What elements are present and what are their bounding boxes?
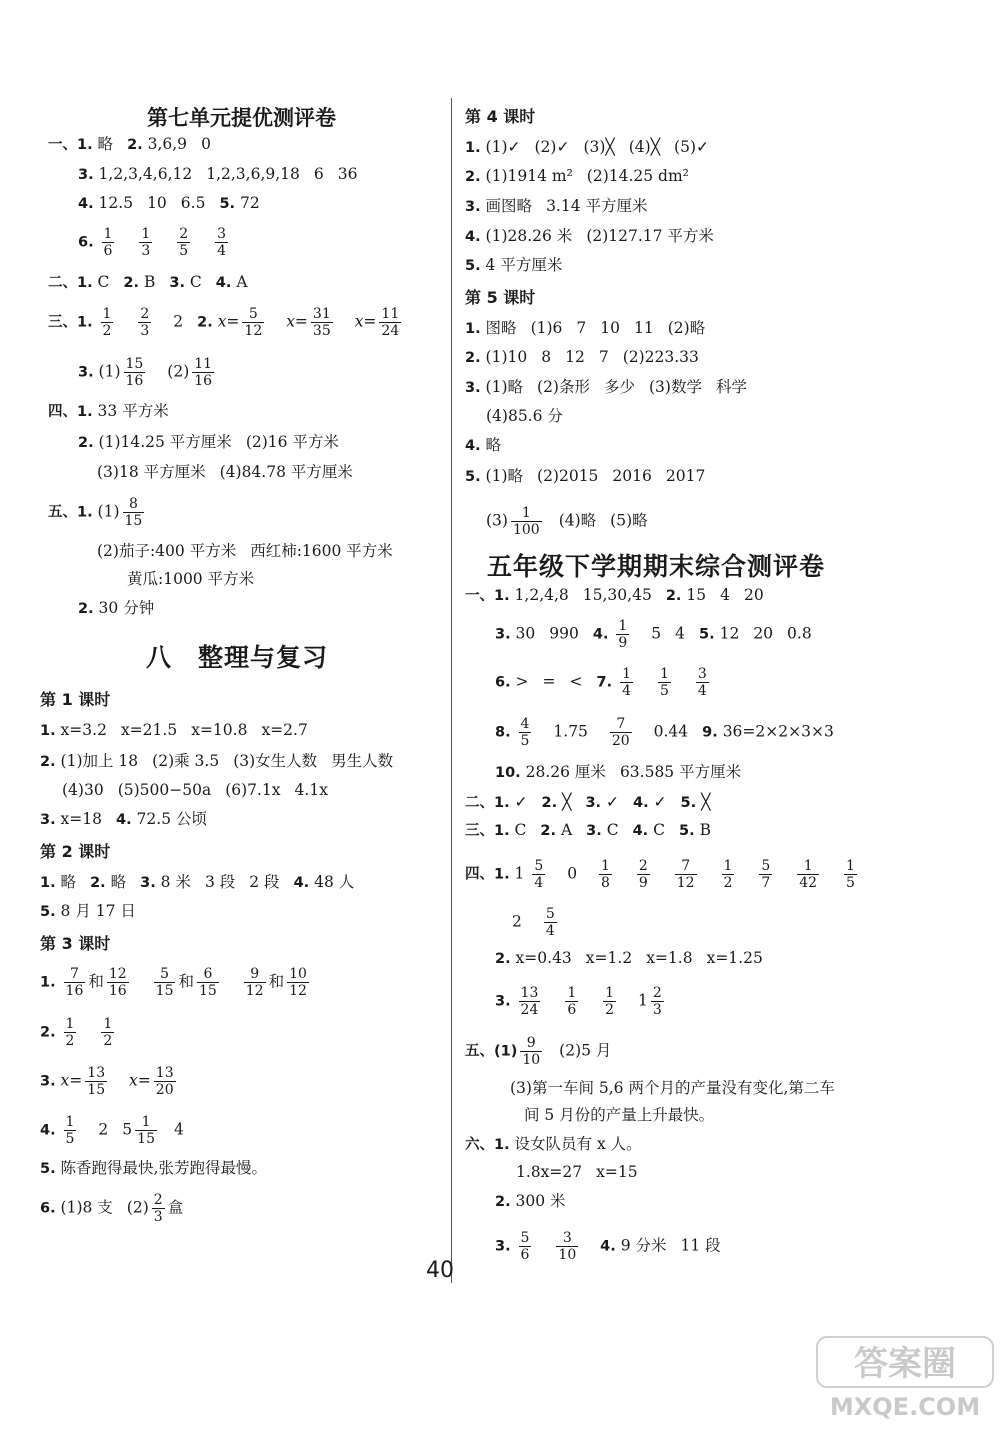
fraction: $\frac{1}{8}$: [601, 858, 610, 891]
lesson4-title: 第 4 课时: [465, 107, 536, 126]
answer-line: 2. 300 米: [495, 1192, 566, 1210]
fraction: $\frac{1}{42}$: [799, 858, 818, 891]
fraction: $\frac{1}{2}$: [723, 858, 733, 891]
answer-line: 3. (1) $\frac{15}{16}$ (2) $\frac{11}{16}$: [78, 356, 213, 389]
fraction: $\frac{1}{9}$: [618, 618, 628, 651]
fraction: $\frac{8}{15}$: [124, 496, 143, 529]
lesson1-title: 第 1 课时: [40, 690, 111, 709]
watermark-logo: [815, 1335, 995, 1423]
column-divider: [451, 98, 452, 1283]
fraction: $\frac{1}{2}$: [605, 985, 615, 1018]
answer-line: 1. 略 2. 略 3. 8 米 3 段 2 段 4. 48 人: [40, 873, 355, 891]
answer-line: 5. 陈香跑得最快,张芳跑得最慢。: [40, 1159, 267, 1177]
answer-line: 1.8x=27 x=15: [516, 1163, 638, 1181]
answer-line: 二、1. C 2. B 3. C 4. A: [48, 273, 248, 291]
answer-line: 黄瓜:1000 平方米: [127, 570, 255, 588]
fraction: $\frac{7}{20}$: [611, 716, 630, 749]
fraction: $\frac{7}{12}$: [676, 858, 695, 891]
watermark-bottom-text: MXQE.COM: [829, 1393, 981, 1421]
fraction: $\frac{7}{16}$: [65, 966, 84, 999]
fraction: $\frac{1}{4}$: [622, 666, 632, 699]
fraction: $\frac{1}{6}$: [103, 226, 113, 259]
answer-line: 6. > = < 7. $\frac{1}{4}$ $\frac{1}{5}$ $\frac{3}{4}$: [495, 666, 707, 699]
answer-line: 3. 画图略 3.14 平方厘米: [465, 197, 648, 215]
answer-line: 5. (1)略 (2)2015 2016 2017: [465, 467, 706, 485]
fraction: $\frac{4}{5}$: [520, 716, 530, 749]
fraction: $\frac{1}{2}$: [65, 1016, 75, 1049]
answer-line: 4. $\frac{1}{5}$ 2 5 $\frac{1}{15}$ 4: [40, 1114, 184, 1147]
fraction: $\frac{10}{12}$: [289, 966, 307, 999]
answer-line: (4)85.6 分: [486, 407, 563, 425]
answer-line: 6. (1)8 支 (2) $\frac{2}{3}$ 盒: [40, 1192, 184, 1225]
answer-line: 四、1. 1 $\frac{5}{4}$ 0 $\frac{1}{8}$ $\frac{2}{9}$ $\frac{7}{12}$ $\frac{1}{2}$ $\frac{5}{7}$ $\frac{1}{42}$ $\frac{1}{5}$: [465, 858, 855, 891]
fraction: $\frac{1}{5}$: [846, 858, 855, 891]
fraction: $\frac{15}{16}$: [125, 356, 144, 389]
fraction: $\frac{2}{3}$: [140, 306, 150, 339]
answer-line: 2 $\frac{5}{4}$: [512, 906, 555, 939]
fraction: $\frac{2}{5}$: [179, 226, 189, 259]
answer-line: 3. (1)略 (2)条形 多少 (3)数学 科学: [465, 378, 747, 396]
answer-line: 4. 12.5 10 6.5 5. 72: [78, 194, 260, 212]
unit7-title: 第七单元提优测评卷: [147, 106, 336, 130]
fraction: $\frac{1}{2}$: [103, 1016, 113, 1049]
answer-line: 4. 略: [465, 436, 502, 454]
answer-line: 3. $\frac{5}{6}$ $\frac{3}{10}$ 4. 9 分米 11 段: [495, 1230, 721, 1263]
answer-line: 三、1. C 2. A 3. C 4. C 5. B: [465, 821, 711, 839]
answer-line: 2. x=0.43 x=1.2 x=1.8 x=1.25: [495, 949, 763, 967]
fraction: $\frac{1}{5}$: [65, 1114, 75, 1147]
answer-line: 2. (1)1914 m² (2)14.25 dm²: [465, 167, 689, 185]
answer-line: (3)18 平方厘米 (4)84.78 平方厘米: [97, 463, 353, 481]
answer-line: 5. 4 平方厘米: [465, 256, 563, 274]
fraction: $\frac{6}{15}$: [199, 966, 217, 999]
lesson3-title: 第 3 课时: [40, 934, 111, 953]
fraction: $\frac{1}{15}$: [137, 1114, 155, 1147]
answer-line: 6. $\frac{1}{6}$ $\frac{1}{3}$ $\frac{2}{5}$ $\frac{3}{4}$: [78, 226, 227, 259]
fraction: $\frac{1}{5}$: [659, 666, 669, 699]
answer-line: 3. x=18 4. 72.5 公顷: [40, 810, 207, 828]
answer-line: 3. 1,2,3,4,6,12 1,2,3,6,9,18 6 36: [78, 165, 358, 183]
page-number: 40: [426, 1258, 454, 1283]
fraction: $\frac{5}{4}$: [545, 906, 555, 939]
answer-line: (4)30 (5)500−50a (6)7.1x 4.1x: [62, 781, 328, 799]
fraction: $\frac{11}{16}$: [194, 356, 213, 389]
answer-line: 五、(1) $\frac{9}{10}$ (2)5 月: [465, 1035, 612, 1068]
unit8-title: 八 整理与复习: [146, 643, 329, 672]
answer-line: 一、1. 1,2,4,8 15,30,45 2. 15 4 20: [465, 586, 764, 604]
answer-line: 六、1. 设女队员有 x 人。: [465, 1135, 642, 1153]
fraction: $\frac{5}{15}$: [155, 966, 174, 999]
answer-line: 三、1. $\frac{1}{2}$ $\frac{2}{3}$ 2 2. x= $\frac{5}{12}$ x= $\frac{31}{35}$ x= $\frac{11}{24}$: [48, 306, 400, 339]
answer-line: 5. 8 月 17 日: [40, 902, 136, 920]
answer-line: 8. $\frac{4}{5}$ 1.75 $\frac{7}{20}$ 0.44 9. 36=2×2×3×3: [495, 716, 834, 749]
fraction: $\frac{31}{35}$: [312, 306, 331, 339]
answer-line: 1. $\frac{7}{16}$ 和 $\frac{12}{16}$ $\frac{5}{15}$ 和 $\frac{6}{15}$ $\frac{9}{12}$ 和 $\frac{10}{12}$: [40, 966, 307, 999]
fraction: $\frac{5}{7}$: [761, 858, 771, 891]
answer-line: 2. $\frac{1}{2}$ $\frac{1}{2}$: [40, 1016, 113, 1049]
fraction: $\frac{3}{10}$: [558, 1230, 577, 1263]
final-exam-title: 五年级下学期期末综合测评卷: [487, 552, 826, 581]
answer-line: 二、1. ✓ 2. ╳ 3. ✓ 4. ✓ 5. ╳: [465, 793, 711, 811]
lesson2-title: 第 2 课时: [40, 842, 111, 861]
lesson5-title: 第 5 课时: [465, 288, 536, 307]
fraction: $\frac{12}{16}$: [108, 966, 127, 999]
fraction: $\frac{5}{6}$: [520, 1230, 530, 1263]
fraction: $\frac{2}{9}$: [638, 858, 648, 891]
fraction: $\frac{1}{2}$: [102, 306, 112, 339]
answer-line: 2. 30 分钟: [78, 599, 155, 617]
fraction: $\frac{9}{10}$: [522, 1035, 541, 1068]
fraction: $\frac{5}{12}$: [244, 306, 263, 339]
fraction: $\frac{13}{20}$: [155, 1065, 174, 1098]
answer-line: (3) $\frac{1}{100}$ (4)略 (5)略: [486, 505, 648, 538]
fraction: $\frac{3}{4}$: [217, 226, 227, 259]
fraction: $\frac{11}{24}$: [381, 306, 400, 339]
answer-line: 3. $\frac{13}{24}$ $\frac{1}{6}$ $\frac{1}{2}$ 1 $\frac{2}{3}$: [495, 985, 662, 1018]
answer-line: 四、1. 33 平方米: [48, 402, 169, 420]
answer-line: 五、1. (1) $\frac{8}{15}$: [48, 496, 143, 529]
fraction: $\frac{5}{4}$: [534, 858, 544, 891]
answer-line: 1. x=3.2 x=21.5 x=10.8 x=2.7: [40, 721, 308, 739]
answer-line: 4. (1)28.26 米 (2)127.17 平方米: [465, 227, 714, 245]
answer-line: 1. (1)✓ (2)✓ (3)╳ (4)╳ (5)✓: [465, 138, 709, 156]
answer-line: 3. 30 990 4. $\frac{1}{9}$ 5 4 5. 12 20 0.8: [495, 618, 812, 651]
answer-line: (2)茄子:400 平方米 西红柿:1600 平方米: [97, 542, 393, 560]
answer-line: 2. (1)10 8 12 7 (2)223.33: [465, 348, 699, 366]
fraction: $\frac{13}{24}$: [520, 985, 539, 1018]
fraction: $\frac{1}{3}$: [141, 226, 151, 259]
answer-line: 一、1. 略 2. 3,6,9 0: [48, 135, 211, 153]
watermark-top-text: 答案圈: [854, 1344, 956, 1384]
answer-line: 1. 图略 (1)6 7 10 11 (2)略: [465, 319, 706, 337]
fraction: $\frac{1}{100}$: [512, 505, 540, 538]
answer-line: 10. 28.26 厘米 63.585 平方厘米: [495, 763, 742, 781]
fraction: $\frac{9}{12}$: [245, 966, 264, 999]
fraction: $\frac{1}{6}$: [567, 985, 577, 1018]
fraction: $\frac{13}{15}$: [87, 1065, 106, 1098]
answer-line: 2. (1)14.25 平方厘米 (2)16 平方米: [78, 433, 339, 451]
answer-line: (3)第一车间 5,6 两个月的产量没有变化,第二车: [510, 1079, 835, 1097]
fraction: $\frac{3}{4}$: [697, 666, 707, 699]
answer-line: 3. x= $\frac{13}{15}$ x= $\frac{13}{20}$: [40, 1065, 174, 1098]
fraction: $\frac{2}{3}$: [153, 1192, 163, 1225]
answer-line: 间 5 月份的产量上升最快。: [524, 1106, 715, 1124]
fraction: $\frac{2}{3}$: [652, 985, 662, 1018]
answer-line: 2. (1)加上 18 (2)乘 3.5 (3)女生人数 男生人数: [40, 752, 394, 770]
